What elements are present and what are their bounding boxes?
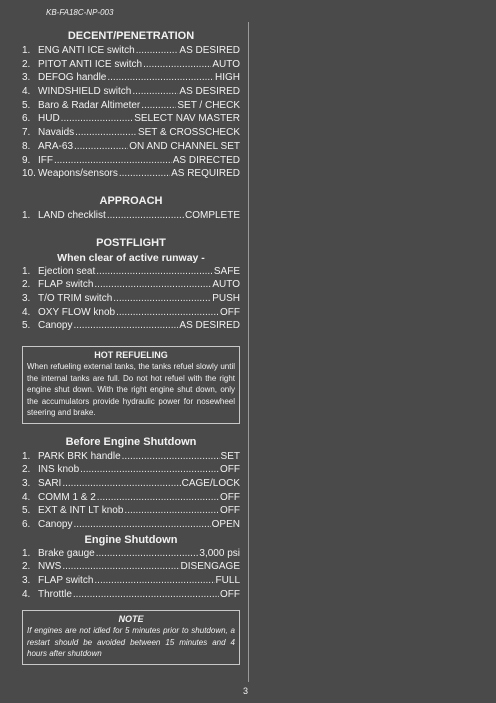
leader-dots (113, 293, 211, 304)
checklist-item (22, 548, 240, 562)
checklist-item (22, 113, 240, 127)
checklist-item (22, 451, 240, 465)
item-number: 7. (22, 127, 31, 139)
postflight-list (22, 266, 240, 334)
item-number: 3. (22, 477, 31, 489)
checklist-item (22, 168, 240, 182)
checklist-item (22, 141, 240, 155)
item-value: SET (220, 450, 240, 462)
item-value: OFF (220, 588, 240, 600)
item-value: AUTO (212, 58, 240, 70)
leader-dots (122, 451, 220, 462)
item-label: LAND checklist (38, 209, 106, 221)
item-number: 1. (22, 209, 31, 221)
item-label: NWS (38, 561, 62, 573)
item-label: EXT & INT LT knob (38, 505, 124, 517)
checklist-item (22, 320, 240, 334)
item-number: 3. (22, 575, 31, 586)
leader-dots (143, 59, 211, 70)
item-label: INS knob (38, 464, 80, 476)
item-number: 2. (22, 561, 31, 573)
item-number: 1. (22, 450, 31, 462)
item-label: DEFOG handle (38, 72, 107, 84)
item-number: 9. (22, 154, 31, 166)
item-label: Baro & Radar Altimeter (38, 99, 141, 111)
item-value: AS DESIRED (179, 320, 240, 332)
item-number: 5. (22, 99, 31, 111)
checklist-item (22, 575, 240, 589)
item-label: Weapons/sensors (38, 168, 118, 180)
item-value: SET / CHECK (177, 99, 240, 111)
item-value: AUTO (212, 279, 240, 291)
item-value: 3,000 psi (199, 547, 240, 559)
leader-dots (73, 589, 219, 600)
leader-dots (75, 127, 137, 138)
item-number: 4. (22, 306, 31, 318)
checklist-item (22, 589, 240, 603)
checklist-item (22, 307, 240, 321)
checklist-column (22, 30, 240, 665)
item-label: Throttle (38, 588, 72, 600)
section-title-before-shutdown: Before Engine Shutdown (65, 435, 197, 448)
leader-dots (73, 320, 178, 331)
engine-shutdown-list (22, 548, 240, 603)
item-label: T/O TRIM switch (38, 292, 113, 304)
item-value: OFF (220, 306, 240, 318)
checklist-item (22, 100, 240, 114)
checklist-item (22, 266, 240, 280)
item-value: ON AND CHANNEL SET (129, 140, 240, 152)
checklist-item (22, 505, 240, 519)
item-label: ARA-63 (38, 140, 74, 152)
leader-dots (74, 141, 128, 152)
item-label: Brake gauge (38, 547, 95, 559)
item-label: COMM 1 & 2 (38, 491, 96, 503)
item-number: 1. (22, 265, 31, 277)
section-title-postflight: POSTFLIGHT (96, 236, 166, 249)
item-label: Canopy (38, 320, 73, 332)
leader-dots (141, 100, 176, 111)
leader-dots (96, 266, 213, 277)
section-title-descent: DECENT/PENETRATION (67, 30, 195, 42)
item-value: PUSH (212, 292, 240, 304)
item-label: IFF (38, 154, 53, 166)
item-value: OFF (220, 491, 240, 503)
leader-dots (54, 155, 172, 166)
hot-refueling-text: When refueling external tanks, the tanks refuel slowly until the internal tanks are full. Do not hot refuel with the right engine shut down. With the right engine shut down, only the accumulators provide hydraulic power for nosewheel steering and brake. (27, 362, 235, 417)
before-shutdown-list (22, 451, 240, 533)
leader-dots (119, 168, 170, 179)
checklist-item (22, 127, 240, 141)
item-value: CAGE/LOCK (181, 477, 240, 489)
item-number: 2. (22, 279, 31, 291)
section-title-engine-shutdown: Engine Shutdown (84, 533, 178, 546)
column-divider (248, 22, 249, 682)
checklist-item (22, 464, 240, 478)
descent-list (22, 45, 240, 182)
item-number: 6. (22, 518, 31, 530)
item-label: Canopy (38, 518, 73, 530)
checklist-item (22, 561, 240, 575)
item-value: AS DESIRED (179, 45, 240, 56)
item-value: SET & CROSSCHECK (137, 127, 240, 139)
item-number: 1. (22, 547, 31, 559)
item-value: DISENGAGE (180, 561, 240, 573)
item-number: 6. (22, 113, 31, 125)
hot-refueling-box (22, 346, 240, 424)
item-value: OPEN (211, 518, 240, 530)
postflight-subtitle: When clear of active runway - (57, 251, 205, 264)
checklist-item (22, 293, 240, 307)
item-value: AS REQUIRED (171, 168, 240, 180)
item-value: OFF (220, 464, 240, 476)
document-id: KB-FA18C-NP-003 (46, 8, 114, 17)
item-number: 1. (22, 45, 31, 56)
item-value: OFF (220, 505, 240, 517)
leader-dots (62, 478, 180, 489)
leader-dots (62, 561, 179, 572)
checklist-item (22, 519, 240, 533)
leader-dots (61, 113, 134, 124)
page-number: 3 (243, 686, 249, 696)
item-value: AS DESIRED (179, 86, 240, 98)
leader-dots (136, 45, 179, 56)
leader-dots (132, 86, 178, 97)
leader-dots (94, 575, 214, 586)
leader-dots (116, 307, 219, 318)
checklist-item (22, 210, 240, 224)
note-title: NOTE (118, 614, 144, 625)
note-box (22, 610, 240, 665)
item-label: PARK BRK handle (38, 450, 121, 462)
item-value: COMPLETE (184, 209, 240, 221)
item-value: FULL (215, 575, 240, 586)
checklist-item (22, 492, 240, 506)
item-label: PITOT ANTI ICE switch (38, 58, 143, 70)
checklist-item (22, 59, 240, 73)
leader-dots (97, 492, 219, 503)
item-number: 4. (22, 588, 31, 600)
item-number: 5. (22, 320, 31, 332)
note-text: If engines are not idled for 5 minutes prior to shutdown, a restart should be avoided between 15 minutes and 4 hours after shutdown (27, 626, 235, 659)
leader-dots (96, 548, 199, 559)
checklist-item (22, 155, 240, 169)
item-label: FLAP switch (38, 279, 94, 291)
item-number: 2. (22, 464, 31, 476)
leader-dots (124, 505, 219, 516)
item-label: OXY FLOW knob (38, 306, 116, 318)
item-number: 4. (22, 86, 31, 98)
item-value: SAFE (213, 265, 240, 277)
item-label: SARI (38, 477, 62, 489)
item-label: Ejection seat (38, 265, 96, 277)
item-value: AS DIRECTED (172, 154, 240, 166)
item-number: 2. (22, 58, 31, 70)
item-number: 5. (22, 505, 31, 517)
approach-list (22, 210, 240, 224)
item-label: HUD (38, 113, 60, 125)
item-label: WINDSHIELD switch (38, 86, 132, 98)
item-number: 10. (22, 168, 36, 180)
checklist-item (22, 45, 240, 59)
item-number: 4. (22, 491, 31, 503)
item-label: FLAP switch (38, 575, 94, 586)
item-label: Navaids (38, 127, 75, 139)
leader-dots (107, 210, 184, 221)
checklist-item (22, 279, 240, 293)
item-number: 3. (22, 292, 31, 304)
checklist-item (22, 478, 240, 492)
leader-dots (80, 464, 219, 475)
item-number: 3. (22, 72, 31, 84)
section-title-approach: APPROACH (99, 194, 163, 207)
checklist-item (22, 86, 240, 100)
leader-dots (94, 279, 211, 290)
item-number: 8. (22, 140, 31, 152)
item-value: HIGH (215, 72, 240, 84)
leader-dots (107, 72, 214, 83)
item-value: SELECT NAV MASTER (134, 113, 240, 125)
item-label: ENG ANTI ICE switch (38, 45, 135, 56)
leader-dots (73, 519, 210, 530)
checklist-item (22, 72, 240, 86)
hot-refueling-title: HOT REFUELING (94, 350, 168, 360)
